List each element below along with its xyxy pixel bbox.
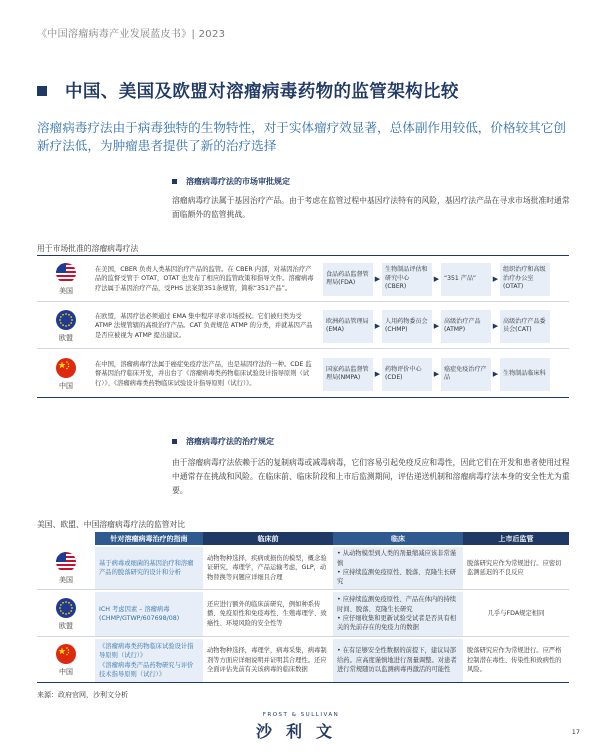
- table2-header-row: [37, 532, 569, 545]
- section-title: 中国、美国及欧盟对溶瘤病毒药物的监管架构比较: [65, 82, 459, 102]
- chain-box: 高级治疗产品(ATMP): [441, 310, 491, 343]
- arrow-right-icon: ▶: [374, 370, 381, 378]
- us-flag-icon: [56, 263, 76, 283]
- market-approval-heading-text: 溶瘤病毒疗法的市场审批规定: [186, 177, 290, 186]
- china-flag-icon: [56, 358, 76, 378]
- chain-box: 食品药品监督管理局(FDA): [323, 263, 373, 296]
- region-description: 在美国，CBER 负责人类基因治疗产品的监管。在 CBER 内部，对基因治疗产品的监督受管于 OTAT，OTAT 也发布了相应的监管政策和指导文件。溶瘤病毒疗法属于基因治疗产品，受PHS 法案第351条规管，简称“351产品”。: [95, 265, 314, 292]
- guideline-cell: 基于病毒或细菌的基因治疗和溶瘤产品的脱落研究的设计和分析: [95, 547, 203, 589]
- brand-chinese: 沙利文: [255, 722, 346, 741]
- column-header-preclinical: 临床前: [203, 532, 333, 545]
- market-approval-paragraph: 溶瘤病毒疗法属于基因治疗产品。由于考虑在监管过程中基因疗法特有的风险，基因疗法产品在寻求市场批准时通常面临额外的监管挑战。: [172, 196, 570, 219]
- table1-row-us: [37, 257, 569, 302]
- table1-rule: [37, 255, 569, 256]
- region-cell: [37, 310, 95, 343]
- chain-box: 癌症免疫治疗产品: [441, 358, 491, 391]
- arrow-right-icon: ▶: [433, 275, 440, 283]
- clinical-cell: • 应持续监测免疫原性、产品在体内的持续时间、脱落、克隆生长研究 • 应仔细收集和更新试验受试者是否具有相关的先前存在的免疫力的数据: [333, 592, 463, 636]
- region-cell: [37, 263, 95, 296]
- arrow-right-icon: ▶: [492, 322, 499, 330]
- region-description: 在中国，溶瘤病毒疗法属于癌症免疫疗法产品，也是基因疗法的一种。CDE 监督基因治疗临床开发，并出台了《溶瘤病毒类药物临床试验设计指导原则（试行）》、《溶瘤病毒类药物临床试验设计指导原则（试行）》。: [95, 360, 312, 387]
- regulator-chain: [323, 358, 550, 391]
- treatment-regulation-heading: [172, 436, 274, 447]
- arrow-right-icon: ▶: [374, 322, 381, 330]
- region-cell: [37, 547, 95, 589]
- header-spacer: [37, 532, 95, 545]
- china-flag-icon: [56, 644, 76, 664]
- footer-brand: [0, 712, 602, 742]
- chain-box: 国家药品监督管理局(NMPA): [323, 358, 373, 391]
- region-label: 欧盟: [59, 621, 73, 630]
- brand-english: FROST & SULLIVAN: [262, 712, 340, 718]
- arrow-right-icon: ▶: [433, 322, 440, 330]
- chain-box: 生物制品临床科: [500, 358, 550, 391]
- chain-box: 高级治疗产品委员会(CAT): [500, 310, 550, 343]
- preclinical-cell: 动物物种选择，疾病或损伤的模型，概念验证研究，毒理学，产品运输考虑，GLP，动物替换等问题应详细且合理: [207, 554, 327, 581]
- region-description: 在欧盟，基因疗法必须通过 EMA 集中程序寻求市场授权。它们被归类为受 ATMP 法规管辖的高级治疗产品。CAT 负责规范 ATMP 的分类，并就基因产品是否应被视为 ATMP 提出建议。: [95, 312, 313, 339]
- postmarket-cell: 脱落研究应作为常规进行。应严格控制潜在毒性、传染性和致病性的风险。: [467, 647, 562, 674]
- region-label: 美国: [59, 286, 73, 295]
- region-cell: [37, 592, 95, 636]
- arrow-right-icon: ▶: [433, 370, 440, 378]
- eu-flag-icon: [56, 598, 76, 618]
- regulator-chain: [323, 310, 550, 343]
- chain-box: 生物制品评估和研究中心(CBER): [382, 263, 432, 296]
- regulator-chain: [323, 263, 550, 296]
- chain-box: 药物评价中心(CDE): [382, 358, 432, 391]
- chain-box: “351 产品”: [441, 263, 491, 296]
- market-approval-heading: [172, 176, 290, 187]
- treatment-regulation-heading-text: 溶瘤病毒疗法的治疗规定: [186, 437, 274, 446]
- chain-box: 人用药物委员会(CHMP): [382, 310, 432, 343]
- arrow-right-icon: ▶: [492, 370, 499, 378]
- treatment-regulation-paragraph: 由于溶瘤病毒疗法依赖于活的复制病毒或减毒病毒，它们容易引起免疫反应和毒性，因此它们在开发和患者使用过程中通常存在挑战和风险。在临床前、临床阶段和上市后监测期间，评估递送机制和溶瘤病毒疗法本身的安全性尤为重要。: [172, 458, 570, 495]
- eu-flag-icon: [56, 310, 76, 330]
- region-label: 中国: [59, 668, 73, 676]
- arrow-right-icon: ▶: [374, 275, 381, 283]
- table1-caption: 用于市场批准的溶瘤病毒疗法: [37, 244, 139, 253]
- region-label: 美国: [59, 575, 73, 584]
- page-number: 17: [571, 728, 580, 736]
- guideline-cell: ICH 考虑因素 – 溶瘤病毒 (CHMP/GTWP/607698/08): [95, 592, 203, 636]
- bullet-square-icon: [172, 439, 177, 444]
- section-marker-icon: [37, 86, 47, 96]
- guideline-cell: 《溶瘤病毒类药物临床试验设计指导原则（试行）》 《溶瘤病毒类产品药物研究与评价技术指导原则（试行）》: [95, 639, 203, 682]
- clinical-cell: • 从动物模型到人类的剂量缩减应该非常谨慎 • 应持续监测免疫原性、脱落、克隆生长研究: [333, 547, 463, 589]
- table1-row-cn: [37, 351, 569, 398]
- postmarket-cell: 脱落研究应作为常规进行。应密切监测延迟的不良反应: [467, 559, 562, 576]
- column-header-clinical: 临床: [333, 532, 463, 545]
- region-cell: [37, 358, 95, 391]
- source-note: 来源：政府官网，沙利文分析: [37, 691, 128, 699]
- preclinical-cell: 还应进行额外的临床前研究，例如种系传播、免疫原性和免疫毒性、生殖毒理学、致癌性、环境风险的安全性等: [207, 600, 327, 627]
- bullet-square-icon: [172, 179, 177, 184]
- section-intro: 溶瘤病毒疗法由于病毒独特的生物特性，对于实体瘤疗效显著，总体副作用较低，价格较其它创新疗法低，为肿瘤患者提供了新的治疗选择: [37, 120, 566, 153]
- chain-box: 欧洲药品管理局(EMA): [323, 310, 373, 343]
- region-cell: [37, 639, 95, 682]
- region-label: 中国: [59, 381, 73, 390]
- table2-row-cn: [37, 639, 569, 683]
- document-header-title: 《中国溶瘤病毒产业发展蓝皮书》| 2023: [37, 29, 226, 40]
- table2-row-us: [37, 547, 569, 590]
- section-title-block: [37, 78, 459, 103]
- table2-row-eu: [37, 592, 569, 637]
- preclinical-cell: 动物物种选择，毒理学，病毒采集，病毒制剂等方面应详细说明并证明其合理性。还应全面评估先前有关该病毒的临床数据: [207, 647, 327, 674]
- table1-row-eu: [37, 304, 569, 349]
- table2-caption: 美国、欧盟、中国溶瘤病毒疗法的监管对比: [37, 520, 186, 529]
- us-flag-icon: [56, 552, 76, 572]
- column-header-guideline: 针对溶瘤病毒治疗的指南: [95, 532, 203, 545]
- region-label: 欧盟: [59, 333, 73, 342]
- chain-box: 组织治疗和高级治疗办公室 (OTAT): [500, 263, 550, 296]
- clinical-cell: • 在有足够安全性数据的前提下，建议局部给药。应高度谨慎地进行剂量调整。对患者进行常规随访以监测病毒再激活的可能性: [333, 639, 463, 682]
- arrow-right-icon: ▶: [492, 275, 499, 283]
- column-header-postmarket: 上市后监管: [463, 532, 569, 545]
- postmarket-cell: 几乎与FDA规定相同: [487, 610, 545, 618]
